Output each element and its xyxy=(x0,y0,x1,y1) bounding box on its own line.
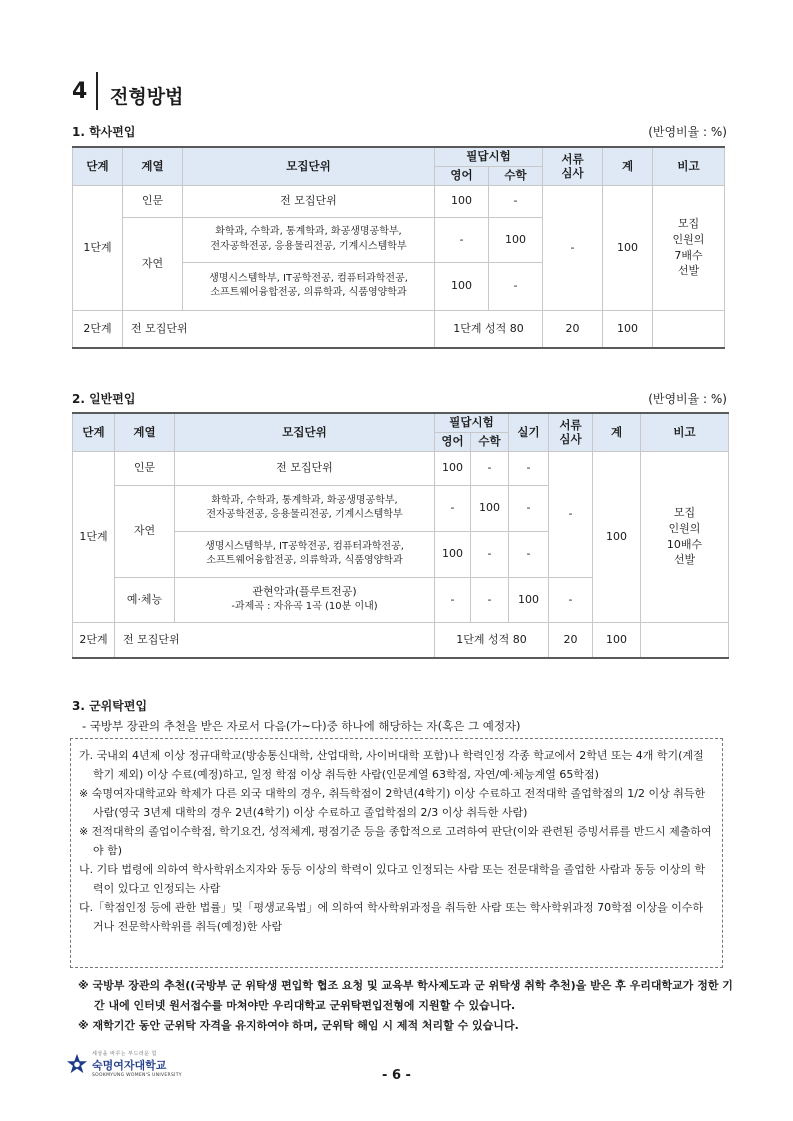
note-cell xyxy=(653,310,725,348)
stage-cell: 2단계 xyxy=(73,622,115,658)
note-item: ※ 재학기간 동안 군위탁 자격을 유지하여야 하며, 군위탁 해임 시 제적 처리할 수 있습니다. xyxy=(78,1019,519,1032)
military-transfer-title: 3. 군위탁편입 xyxy=(72,699,148,713)
total-cell: 100 xyxy=(603,310,653,348)
academic-transfer-title: 1. 학사편입 xyxy=(72,125,136,139)
page-number: - 6 - xyxy=(382,1068,411,1083)
note-cell: 모집 인원의 10배수 선발 xyxy=(641,451,729,622)
math-cell: - xyxy=(471,451,509,485)
docs-cell: - xyxy=(543,185,603,310)
header-total: 계 xyxy=(593,413,641,451)
header-document-review: 서류 심사 xyxy=(543,147,603,185)
docs-cell: - xyxy=(549,451,593,577)
math-cell: - xyxy=(489,185,543,217)
unit-cell: 화학과, 수학과, 통계학과, 화공생명공학부, 전자공학전공, 응용물리전공, 기계시스템학부 xyxy=(175,485,435,531)
eligibility-item: ※ 숙명여자대학교와 학제가 다른 외국 대학의 경우, 취득학점이 2학년(4학기) 이상 수료하고 전적대학 졸업학점의 1/2 이상 취득한 사람(영국 3년제 대학의 경우 2년(4학기) 이상 수료하고 졸업학점의 2/3 이상 취득한 사람) xyxy=(79,787,706,819)
practical-cell: - xyxy=(509,531,549,577)
english-cell: 100 xyxy=(435,262,489,310)
header-stage: 단계 xyxy=(73,413,115,451)
heading-divider xyxy=(96,72,98,110)
military-notes xyxy=(78,976,738,1036)
header-total: 계 xyxy=(603,147,653,185)
unit-cell: 생명시스템학부, IT공학전공, 컴퓨터과학전공, 소프트웨어융합전공, 의류학과, 식품영양학과 xyxy=(183,262,435,310)
header-math: 수학 xyxy=(471,432,509,451)
university-name: 숙명여자대학교 xyxy=(92,1059,167,1072)
section-number: 4 xyxy=(72,78,88,104)
general-transfer-title: 2. 일반편입 xyxy=(72,392,136,406)
header-unit: 모집단위 xyxy=(175,413,435,451)
header-written-exam: 필답시험 xyxy=(435,147,543,166)
header-field: 계열 xyxy=(123,147,183,185)
table-row xyxy=(73,622,729,658)
math-cell: - xyxy=(489,262,543,310)
docs-cell: 20 xyxy=(549,622,593,658)
general-transfer-table xyxy=(72,412,729,659)
english-cell: 100 xyxy=(435,185,489,217)
practical-cell: - xyxy=(509,485,549,531)
math-cell: 100 xyxy=(489,217,543,262)
table-row xyxy=(73,185,725,217)
unit-cell xyxy=(175,577,435,622)
header-english: 영어 xyxy=(435,166,489,185)
header-stage: 단계 xyxy=(73,147,123,185)
unit-cell: 전 모집단위 xyxy=(123,310,435,348)
english-cell: - xyxy=(435,577,471,622)
math-cell: 100 xyxy=(471,485,509,531)
eligibility-item: ※ 전적대학의 졸업이수학점, 학기요건, 성적체계, 평점기준 등을 종합적으로 고려하여 판단(이와 관련된 증빙서류를 반드시 제출하여야 함) xyxy=(79,825,712,857)
header-english: 영어 xyxy=(435,432,471,451)
header-unit: 모집단위 xyxy=(183,147,435,185)
unit-cell: 전 모집단위 xyxy=(175,451,435,485)
note-cell: 모집 인원의 7배수 선발 xyxy=(653,185,725,310)
note-item: ※ 국방부 장관의 추천((국방부 군 위탁생 편입학 협조 요청 및 교육부 학사제도과 군 위탁생 취학 추천)을 받은 후 우리대학교가 정한 기간 내에 인터넷 원서접수를 마쳐야만 우리대학교 군위탁편입전형에 지원할 수 있습니다. xyxy=(78,979,733,1012)
docs-cell: - xyxy=(549,577,593,622)
unit-cell: 화학과, 수학과, 통계학과, 화공생명공학부, 전자공학전공, 응용물리전공, 기계시스템학부 xyxy=(183,217,435,262)
stage-cell: 1단계 xyxy=(73,451,115,622)
eligibility-box xyxy=(70,738,723,968)
field-cell: 인문 xyxy=(115,451,175,485)
stage-cell: 2단계 xyxy=(73,310,123,348)
stage-cell: 1단계 xyxy=(73,185,123,310)
university-slogan: 세상을 바꾸는 부드러운 힘 xyxy=(92,1051,157,1057)
practical-cell: 100 xyxy=(509,577,549,622)
header-math: 수학 xyxy=(489,166,543,185)
written-score-cell: 1단계 성적 80 xyxy=(435,622,549,658)
table-row xyxy=(73,310,725,348)
total-cell: 100 xyxy=(593,451,641,622)
eligibility-item: 나. 기타 법령에 의하여 학사학위소지자와 동등 이상의 학력이 있다고 인정되는 사람 또는 전문대학을 졸업한 사람과 동등 이상의 학력이 있다고 인정되는 사람 xyxy=(79,863,706,895)
english-cell: - xyxy=(435,217,489,262)
header-practical: 실기 xyxy=(509,413,549,451)
unit-cell: 전 모집단위 xyxy=(115,622,435,658)
header-written-exam: 필답시험 xyxy=(435,413,509,432)
math-cell: - xyxy=(471,531,509,577)
general-ratio-unit: (반영비율 : %) xyxy=(648,392,727,406)
field-cell: 자연 xyxy=(123,217,183,310)
header-field: 계열 xyxy=(115,413,175,451)
total-cell: 100 xyxy=(603,185,653,310)
section-heading xyxy=(72,72,183,110)
unit-cell: 생명시스템학부, IT공학전공, 컴퓨터과학전공, 소프트웨어융합전공, 의류학과, 식품영양학과 xyxy=(175,531,435,577)
english-cell: 100 xyxy=(435,531,471,577)
docs-cell: 20 xyxy=(543,310,603,348)
table-row xyxy=(73,451,729,485)
field-cell: 예·체능 xyxy=(115,577,175,622)
note-cell xyxy=(641,622,729,658)
arts-unit-label: 관현악과(플루트전공) xyxy=(252,585,357,599)
university-english-name: SOOKMYUNG WOMEN'S UNIVERSITY xyxy=(92,1073,182,1078)
header-document-review: 서류 심사 xyxy=(549,413,593,451)
military-eligibility-intro: - 국방부 장관의 추천을 받은 자로서 다음(가~다)중 하나에 해당하는 자(혹은 그 예정자) xyxy=(82,719,521,733)
total-cell: 100 xyxy=(593,622,641,658)
field-cell: 인문 xyxy=(123,185,183,217)
academic-transfer-table xyxy=(72,146,725,349)
english-cell: - xyxy=(435,485,471,531)
eligibility-item: 가. 국내외 4년제 이상 정규대학교(방송통신대학, 산업대학, 사이버대학 포함)나 학력인정 각종 학교에서 2학년 또는 4개 학기(계절학기 제외) 이상 수료(예정)하고, 일정 학점 이상 취득한 사람(인문계열 63학점, 자연/예·체능계열 65학점) xyxy=(79,749,704,781)
english-cell: 100 xyxy=(435,451,471,485)
header-note: 비고 xyxy=(641,413,729,451)
practical-cell: - xyxy=(509,451,549,485)
written-score-cell: 1단계 성적 80 xyxy=(435,310,543,348)
section-title: 전형방법 xyxy=(110,85,184,108)
math-cell: - xyxy=(471,577,509,622)
eligibility-item: 다.「학점인정 등에 관한 법률」및「평생교육법」에 의하여 학사학위과정을 취득한 사람 또는 학사학위과정 70학점 이상을 이수하거나 전문학사학위를 취득(예정)한 사람 xyxy=(79,901,704,933)
field-cell: 자연 xyxy=(115,485,175,577)
arts-assignment-note: -과제곡 : 자유곡 1곡 (10분 이내) xyxy=(231,601,378,613)
header-note: 비고 xyxy=(653,147,725,185)
academic-ratio-unit: (반영비율 : %) xyxy=(648,125,727,139)
unit-cell: 전 모집단위 xyxy=(183,185,435,217)
